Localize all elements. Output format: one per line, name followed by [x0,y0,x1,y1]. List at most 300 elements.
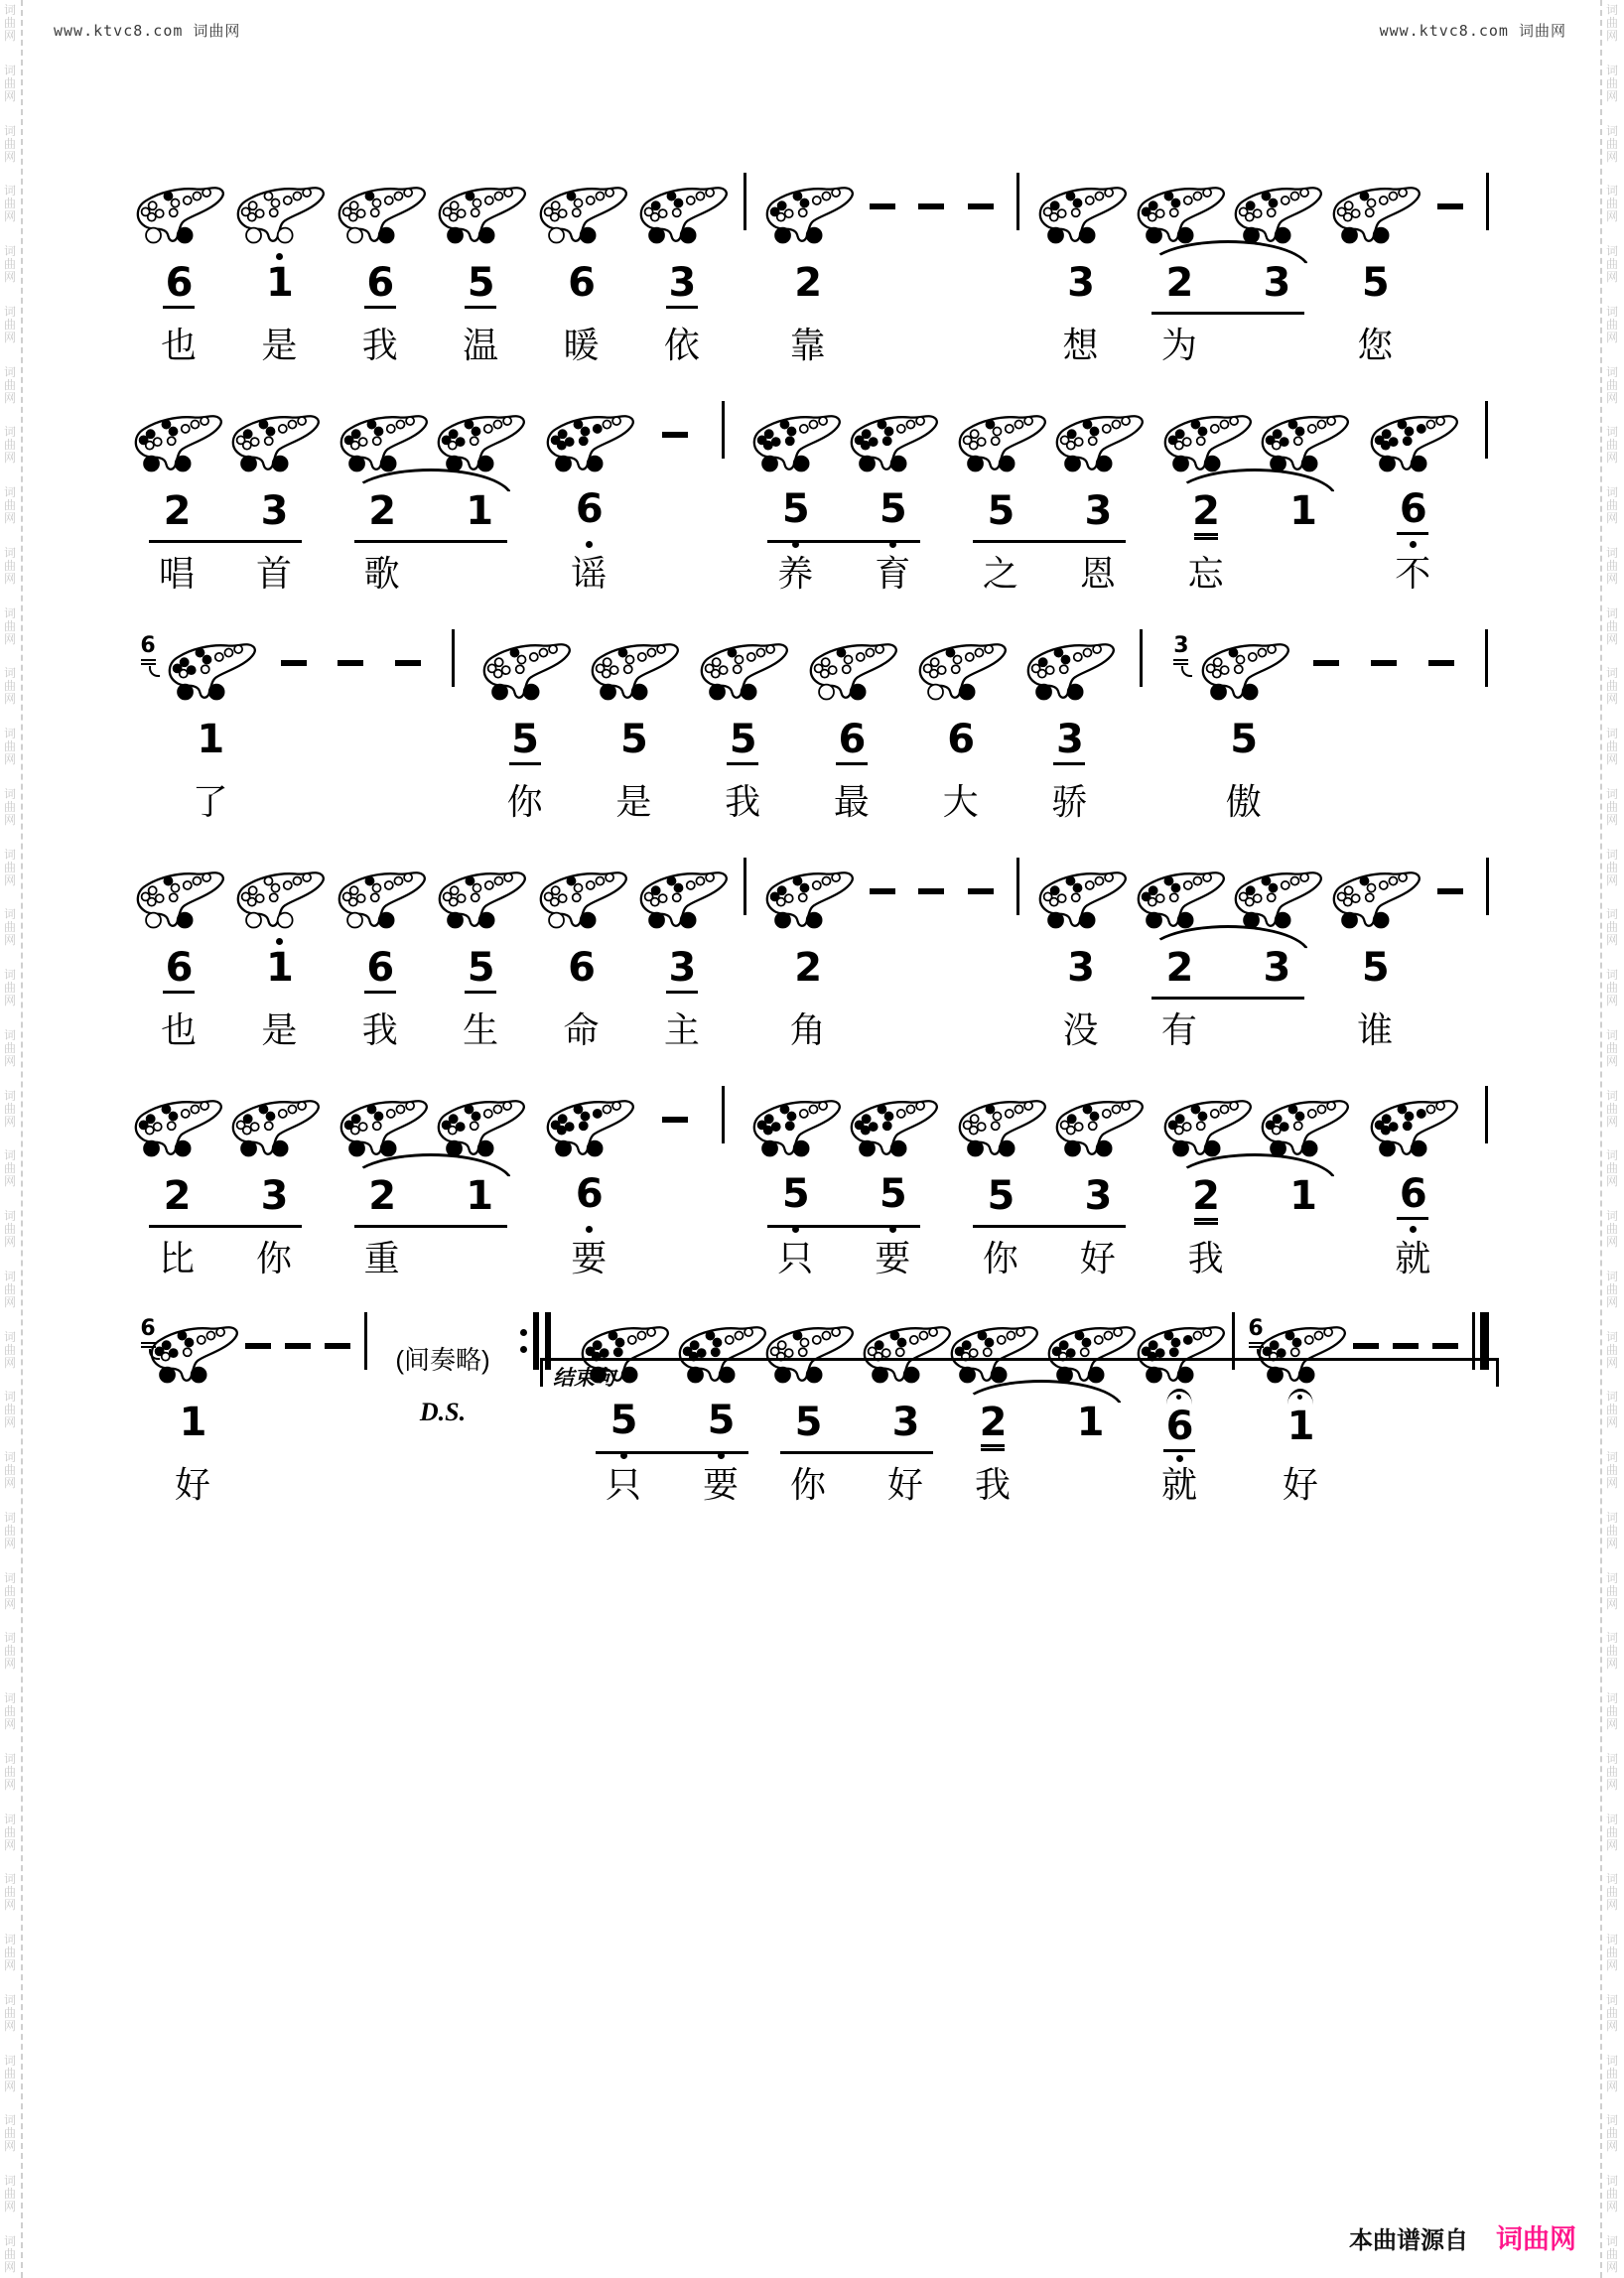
note-number: 2 [794,944,822,991]
barline [716,395,732,600]
score-segment [133,395,1495,600]
note-pair [338,1080,523,1284]
diagram-slot [1325,167,1424,250]
duration-dash [274,623,314,828]
watermark-text: 词 曲 网 [3,727,16,766]
duration-underline [836,762,868,765]
ocarina-fingering-diagram [632,864,732,935]
diagram-slot [430,395,529,478]
note-pair [957,395,1142,600]
watermark-text: 词 曲 网 [1605,3,1618,43]
lyric: 谁 [1357,1010,1394,1050]
watermark-text: 词 曲 网 [1605,907,1618,948]
diagram-slot [632,852,732,935]
duration-dash [911,852,951,1056]
note-cell [1035,852,1127,1056]
note-pair [338,395,523,600]
diagram-slot [229,167,329,250]
lyric: 我 [361,326,398,365]
note-number: 2 [163,1172,191,1219]
lyric: 好 [1079,1239,1116,1278]
score-row [133,167,1495,371]
note [1397,1163,1428,1233]
watermark-column-left [2,4,18,2274]
note-cell [806,623,897,828]
lyric: 了 [192,782,228,822]
barline [737,852,752,1056]
beam-line [767,540,920,543]
ocarina-fingering-diagram [331,179,430,250]
fermata-mark [1287,1389,1313,1405]
diagram-slot [1048,395,1148,478]
lyric: 你 [506,782,543,822]
footer-source [1349,2217,1576,2256]
ds-mark: D.S. [419,1398,467,1426]
ocarina-fingering-diagram [1227,864,1326,935]
note-cell [1329,167,1421,371]
lyric: 育 [875,554,911,594]
barline [1010,167,1025,371]
note [465,250,496,320]
duration-underline [666,991,698,994]
diagram-slot [532,167,631,250]
note-cell [1134,1306,1225,1511]
lyric: 命 [563,1010,600,1050]
diagram-slot [431,852,530,935]
duration-dash [1364,623,1404,828]
beam-line [354,1225,507,1228]
note-number: 2 [1192,487,1220,534]
note-cell [133,395,220,600]
note-cell [762,167,854,371]
barline [716,1080,732,1284]
ocarina-fingering-diagram [430,407,529,478]
note-cell [580,1306,667,1511]
watermark-text: 词 曲 网 [1605,1933,1618,1972]
note [1085,1163,1112,1233]
note-cell [1367,1080,1458,1284]
watermark-text: 词 曲 网 [1605,1269,1618,1309]
ending-bracket-label: 结束句 [553,1367,615,1390]
watermark-text: 词 曲 网 [3,485,16,525]
diagram-slot [1227,167,1326,250]
watermark-text: 词 曲 网 [1605,605,1618,646]
lyric: 要 [571,1239,608,1278]
diagram-slot [758,852,858,935]
lyric: 也 [160,326,197,365]
note-number: 3 [1084,487,1112,534]
lyric: 忘 [1187,554,1224,594]
note-number: 6 [1399,1171,1426,1218]
lyric: 傲 [1225,782,1262,822]
diagram-slot [843,395,942,478]
barline [1479,167,1495,371]
duration-dash [1430,852,1470,1056]
duration-underline [981,1448,1005,1451]
grace-slur [149,1349,160,1360]
duration-underline [981,1444,1005,1447]
duration-dash [1346,1306,1386,1511]
ocarina-fingering-diagram [127,407,226,478]
duration-underline [465,991,496,994]
lyric: 只 [777,1239,814,1278]
score-row [133,1306,1495,1511]
ocarina-fingering-diagram [129,864,228,935]
note [568,935,595,1005]
watermark-text: 词 曲 网 [1605,425,1618,466]
note-cell [762,852,854,1056]
note [782,1163,809,1233]
note-number: 6 [575,1171,603,1218]
annotation [373,1306,512,1511]
diagram-slot [129,167,228,250]
note-number: 6 [838,716,866,762]
note-cell [543,395,634,600]
note-cell [233,167,325,371]
fermata-mark [1166,1389,1192,1405]
duration-dash [278,1306,318,1511]
diagram-slot [129,852,228,935]
watermark-text: 词 曲 网 [1605,2233,1618,2274]
footer-source-label: 本曲谱源自 [1349,2227,1468,2254]
duration-dash [961,852,1001,1056]
octave-dot-low [586,1226,593,1233]
watermark-text: 词 曲 网 [3,1329,16,1370]
lyric: 好 [886,1465,923,1505]
note-cell [435,852,526,1056]
note-cell [1035,167,1127,371]
final-barline [1465,1306,1495,1511]
diagram-slot [229,852,329,935]
lyric: 温 [463,326,499,365]
octave-dot-low [1410,541,1417,548]
lyric: 也 [160,1010,197,1050]
watermark-text: 词 曲 网 [3,3,16,43]
lyric: 为 [1160,326,1197,365]
barline [446,623,462,828]
watermark-text: 词 曲 网 [1605,184,1618,224]
note-cell [165,623,256,828]
lyric: 首 [255,554,292,594]
lyric: 重 [363,1239,400,1278]
ocarina-fingering-diagram [632,179,732,250]
note-cell [230,395,318,600]
watermark-text: 词 曲 网 [3,907,16,948]
watermark-text: 词 曲 网 [1605,1510,1618,1550]
barline [357,1306,373,1511]
watermark-text: 词 曲 网 [3,1088,16,1129]
ocarina-fingering-diagram [430,1092,529,1163]
note-cell [233,852,325,1056]
lyric: 我 [974,1465,1011,1505]
note [795,1390,822,1459]
diagram-slot [1048,1080,1148,1163]
duration-underline [727,762,758,765]
ocarina-fingering-diagram [431,179,530,250]
lyric: 角 [789,1010,826,1050]
ocarina-fingering-diagram [1031,864,1131,935]
note-cell [133,852,224,1056]
beam-line [596,1451,748,1454]
ocarina-fingering-diagram [539,407,638,478]
note-number: 3 [260,487,288,534]
watermark-text: 词 曲 网 [3,1631,16,1672]
note-number: 1 [265,944,293,991]
lyric: 你 [789,1465,826,1505]
note [988,478,1015,548]
duration-dash [863,167,902,371]
watermark-text: 词 曲 网 [3,304,16,344]
diagram-slot [333,1080,432,1163]
note [836,707,868,776]
note-number: 2 [1165,944,1193,991]
note-cell [133,167,224,371]
note-number: 3 [1056,716,1083,762]
ocarina-fingering-diagram [331,864,430,935]
diagram-slot [1254,395,1353,478]
duration-dash [655,1080,695,1284]
watermark-text: 词 曲 网 [1605,1570,1618,1611]
note [364,935,396,1005]
note-number: 3 [891,1399,919,1445]
ocarina-fingering-diagram [229,179,329,250]
duration-underline [364,306,396,309]
note-number: 5 [1361,944,1389,991]
duration-dash [911,167,951,371]
duration-underline [1397,532,1428,535]
note-number: 2 [794,259,822,306]
duration-underline [1194,537,1218,540]
note-number: 3 [1067,259,1094,306]
watermark-text: 词 曲 网 [3,2233,16,2274]
grace-note [1241,1306,1271,1511]
note-cell [230,1080,318,1284]
note-number: 2 [1165,259,1193,306]
diagram-slot [127,395,226,478]
note-cell [588,623,679,828]
ocarina-fingering-diagram [333,407,432,478]
note-number: 1 [466,487,493,534]
duration-dash [655,395,695,600]
diagram-slot [1227,852,1326,935]
ocarina-fingering-diagram [224,407,324,478]
note-cell [636,852,728,1056]
note [261,1163,288,1233]
note [364,250,396,320]
ocarina-fingering-diagram [758,179,858,250]
diagram-slot [127,1080,226,1163]
note-number: 6 [165,259,193,306]
duration-underline [163,306,195,309]
note-number: 3 [1263,259,1290,306]
watermark-text: 词 曲 网 [3,1751,16,1792]
lyric: 大 [942,782,979,822]
lyric: 靠 [789,326,826,365]
ocarina-fingering-diagram [1254,1092,1353,1163]
note-number: 6 [366,259,394,306]
interlude-note: (间奏略) [395,1345,490,1375]
duration-underline [509,762,541,765]
lyric: 主 [663,1010,700,1050]
diagram-slot [1254,1080,1353,1163]
diagram-slot [1363,395,1462,478]
note-number: 6 [1165,1404,1193,1449]
note-cell [1023,623,1115,828]
ocarina-fingering-diagram [1254,407,1353,478]
note-number: 1 [265,259,293,306]
note [1067,935,1094,1005]
ocarina-fingering-diagram [584,635,683,707]
grace-note [133,1306,163,1511]
watermark-text: 词 曲 网 [3,425,16,466]
lyric: 歌 [363,554,400,594]
lyric: 您 [1357,326,1394,365]
beam-line [780,1451,933,1454]
note-number: 1 [179,1399,206,1445]
note-number: 5 [467,944,494,991]
ocarina-fingering-diagram [745,1092,845,1163]
diagram-slot [1019,623,1119,707]
note [666,935,698,1005]
note-number: 5 [619,716,647,762]
lyric: 比 [158,1239,195,1278]
diagram-slot [632,167,732,250]
note [1085,478,1112,548]
watermark-text: 词 曲 网 [1605,63,1618,103]
ocarina-fingering-diagram [843,407,942,478]
barline [1479,1080,1495,1284]
note-cell [849,1080,936,1284]
lyric: 骄 [1051,782,1088,822]
duration-underline [163,991,195,994]
ocarina-fingering-diagram [1130,179,1229,250]
note [576,478,603,548]
duration-underline [666,306,698,309]
note-number: 1 [1289,1172,1317,1219]
note-pair [580,1306,764,1511]
watermark-column-right [1604,4,1620,2274]
note-number: 1 [1289,487,1317,534]
note-number: 2 [979,1399,1007,1445]
note-number: 1 [197,716,224,762]
note-cell [133,1080,220,1284]
barline [737,167,752,371]
note [1163,1390,1195,1459]
note-number: 3 [1067,944,1094,991]
duration-underline [1397,1217,1428,1220]
note-number: 2 [163,487,191,534]
note-number: 6 [575,486,603,533]
duration-dash [318,1306,357,1511]
score-row [133,395,1495,600]
watermark-text: 词 曲 网 [1605,2174,1618,2213]
octave-dot-high [276,938,283,945]
note [1362,250,1389,320]
ocarina-fingering-diagram [129,179,228,250]
watermark-text: 词 曲 网 [1605,1992,1618,2033]
note-number: 2 [368,487,396,534]
watermark-text: 词 曲 网 [1605,2053,1618,2093]
note-pair [1136,167,1320,371]
grace-note-number: 6 [1248,1316,1264,1341]
diagram-slot [539,395,638,478]
score-segment [133,1080,1495,1284]
note-number: 2 [368,1172,396,1219]
watermark-text: 词 曲 网 [1605,364,1618,405]
diagram-slot [475,623,575,707]
ocarina-fingering-diagram [532,179,631,250]
beam-line [149,540,302,543]
beam-line [354,540,507,543]
duration-underline [1053,762,1085,765]
note [1053,707,1085,776]
lyric: 恩 [1079,554,1116,594]
note [1230,707,1257,776]
ocarina-fingering-diagram [1325,179,1424,250]
grace-slur [149,666,160,677]
note [180,1390,206,1459]
grace-note-number: 6 [140,1316,156,1341]
diagram-slot [745,395,845,478]
watermark-text: 词 曲 网 [3,1390,16,1430]
beam-line [1151,312,1304,315]
note-cell [915,623,1007,828]
watermark-text: 词 曲 网 [1605,485,1618,525]
note [1397,478,1428,548]
octave-dot-low [1176,1455,1183,1462]
diagram-slot [1156,395,1256,478]
diagram-slot [1325,852,1424,935]
watermark-text: 词 曲 网 [1605,1390,1618,1430]
watermark-text: 词 曲 网 [3,63,16,103]
note-pair [1136,852,1320,1056]
site-watermark-top-right: www.ktvc8.com 词曲网 [1379,22,1566,40]
diagram-slot [802,623,901,707]
note-pair [1162,395,1347,600]
note-cell [764,1306,852,1511]
watermark-text: 词 曲 网 [3,1933,16,1972]
watermark-text: 词 曲 网 [3,968,16,1007]
note [266,250,293,320]
note-pair [949,1306,1134,1511]
barline [1479,623,1495,828]
lyric: 是 [615,782,652,822]
note-number: 3 [260,1172,288,1219]
watermark-text: 词 曲 网 [1605,244,1618,284]
ocarina-fingering-diagram [693,635,792,707]
lyric: 好 [1282,1465,1318,1505]
watermark-text: 词 曲 网 [1605,968,1618,1007]
ocarina-fingering-diagram [1156,407,1256,478]
note [947,707,974,776]
ocarina-fingering-diagram [843,1092,942,1163]
watermark-text: 词 曲 网 [3,666,16,707]
beam-line [973,1225,1126,1228]
ocarina-fingering-diagram [951,1092,1050,1163]
ocarina-fingering-diagram [1156,1092,1256,1163]
note-number: 6 [568,259,595,306]
lyric: 不 [1395,554,1431,594]
note [568,250,595,320]
duration-dash [331,623,370,828]
note [163,250,195,320]
note-cell [957,1080,1044,1284]
diagram-slot [951,395,1050,478]
duration-dash [1430,167,1470,371]
note-cell [536,167,627,371]
beam-line [1151,997,1304,1000]
watermark-text: 词 曲 网 [3,2113,16,2154]
